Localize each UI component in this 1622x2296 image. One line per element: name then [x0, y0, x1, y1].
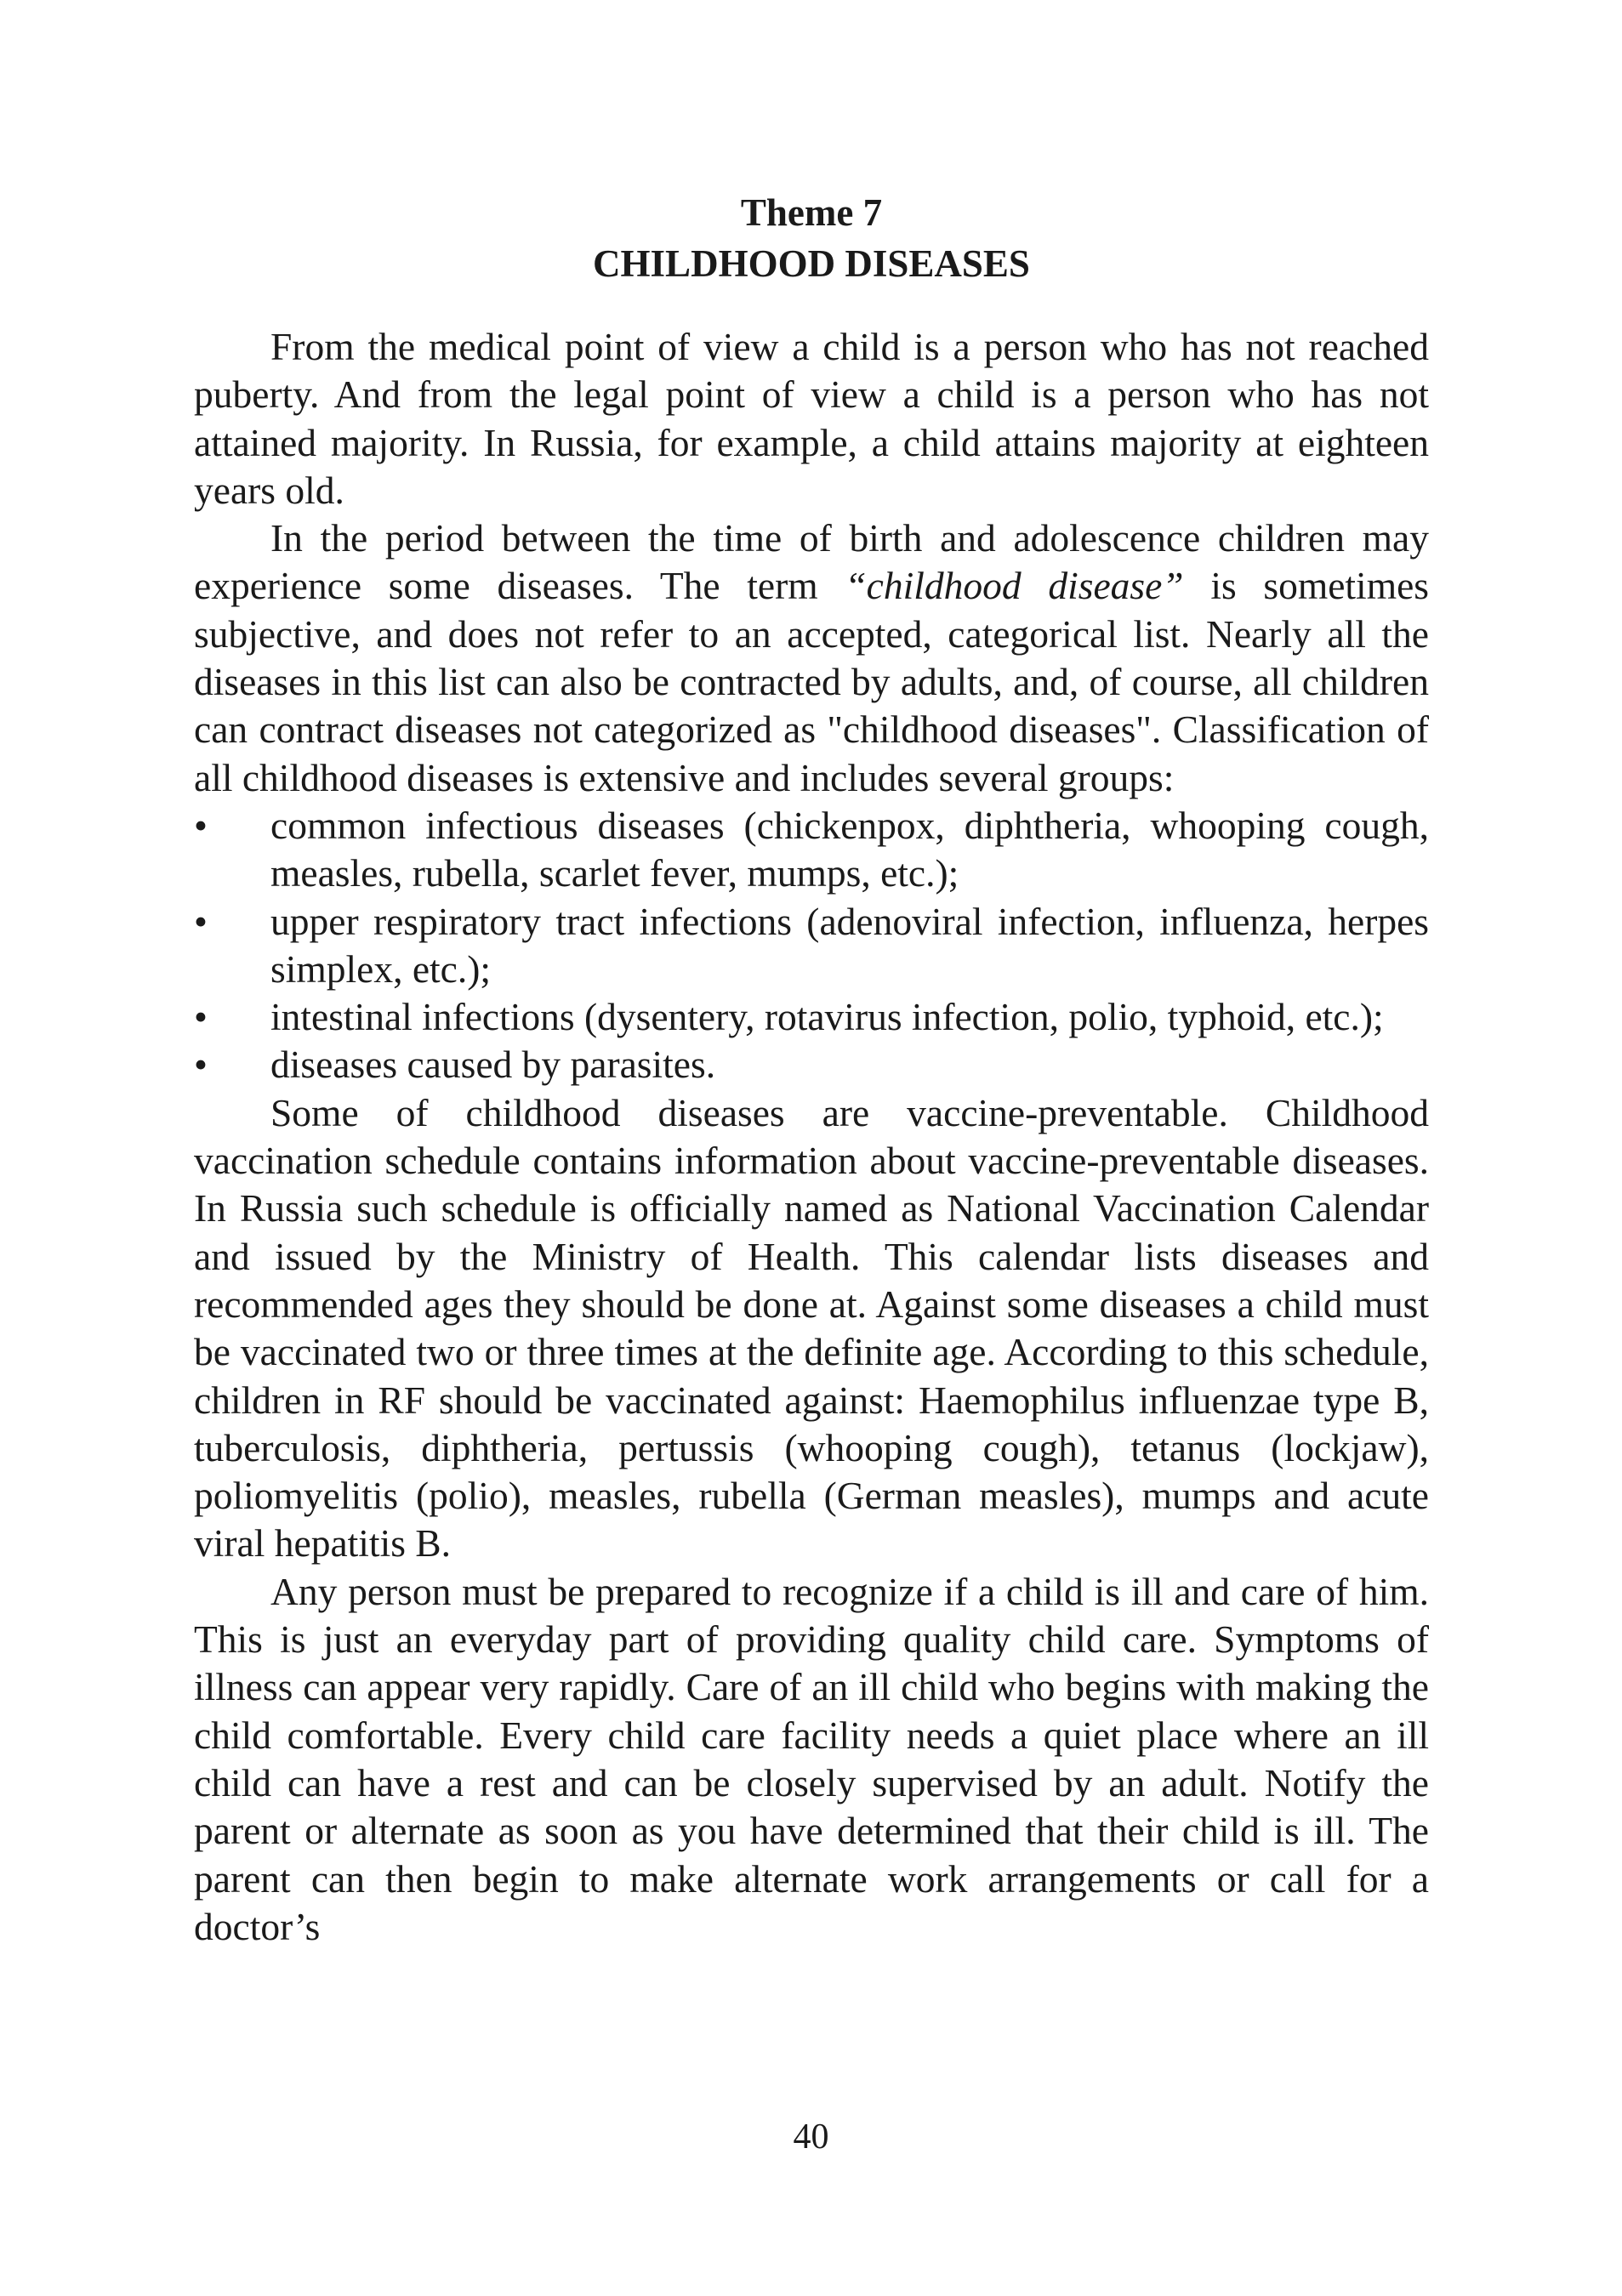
document-page: [194, 187, 1429, 1951]
page-number: 40: [793, 2117, 829, 2157]
list-item: [194, 802, 1429, 898]
paragraph-1: From the medical point of view a child is a person who has not reached puberty. And from the legal point of view a child is a person who has not attained majority. In Russia, for example, a child attains majority at eighteen years old.: [194, 325, 1429, 512]
list-item: [194, 1041, 1429, 1088]
list-item: [194, 898, 1429, 994]
bullet-icon: •: [194, 899, 208, 943]
childhood-disease-term: “childhood disease”: [845, 564, 1184, 608]
list-item: [194, 993, 1429, 1041]
paragraph-2-start: In the period between the time of birth and adolescence children may experience some diseases. The term: [194, 516, 1429, 608]
list-item-text: diseases caused by parasites.: [270, 1043, 716, 1087]
title-block: [194, 187, 1429, 289]
paragraph-2-end: is sometimes subjective, and does not refer to an accepted, categorical list. Nearly all the diseases in this list can also be contracted by adults, and, of course, all children can contract diseases not categorized as "childhood diseases". Classification of all childhood diseases is extensive and includes several groups:: [194, 564, 1429, 799]
bullet-icon: •: [194, 995, 208, 1039]
bullet-icon: •: [194, 803, 208, 847]
theme-label: Theme 7: [740, 191, 883, 234]
list-item-text: intestinal infections (dysentery, rotavirus infection, polio, typhoid, etc.);: [270, 995, 1384, 1039]
body-text: [194, 323, 1429, 1951]
paragraph-2: [194, 514, 1429, 802]
disease-groups-list: [194, 802, 1429, 1089]
paragraph-4: Any person must be prepared to recognize if a child is ill and care of him. This is just an everyday part of providing quality child care. Symptoms of illness can appear very rapidly. Care of an ill child who begins with making the child comfortable. Every child care facility needs a quiet place where an ill child can have a rest and can be closely supervised by an adult. Notify the parent or alternate as soon as you have determined that their child is ill. The parent can then begin to make alternate work arrangements or call for a doctor’s: [194, 1569, 1429, 1948]
list-item-text: common infectious diseases (chickenpox, diphtheria, whooping cough, measles, rubella, scarlet fever, mumps, etc.);: [270, 803, 1429, 895]
bullet-icon: •: [194, 1043, 208, 1087]
theme-title: CHILDHOOD DISEASES: [593, 242, 1030, 285]
paragraph-3: Some of childhood diseases are vaccine-preventable. Childhood vaccination schedule contains information about vaccine-preventable diseases. In Russia such schedule is officially named as National Vaccination Calendar and issued by the Ministry of Health. This calendar lists diseases and recommended ages they should be done at. Against some diseases a child must be vaccinated two or three times at the definite age. According to this schedule, children in RF should be vaccinated against: Haemophilus influenzae type B, tuberculosis, diphtheria, pertussis (whooping cough), tetanus (lockjaw), poliomyelitis (polio), measles, rubella (German measles), mumps and acute viral hepatitis B.: [194, 1090, 1429, 1566]
list-item-text: upper respiratory tract infections (adenoviral infection, influenza, herpes simplex, etc.);: [270, 899, 1429, 991]
